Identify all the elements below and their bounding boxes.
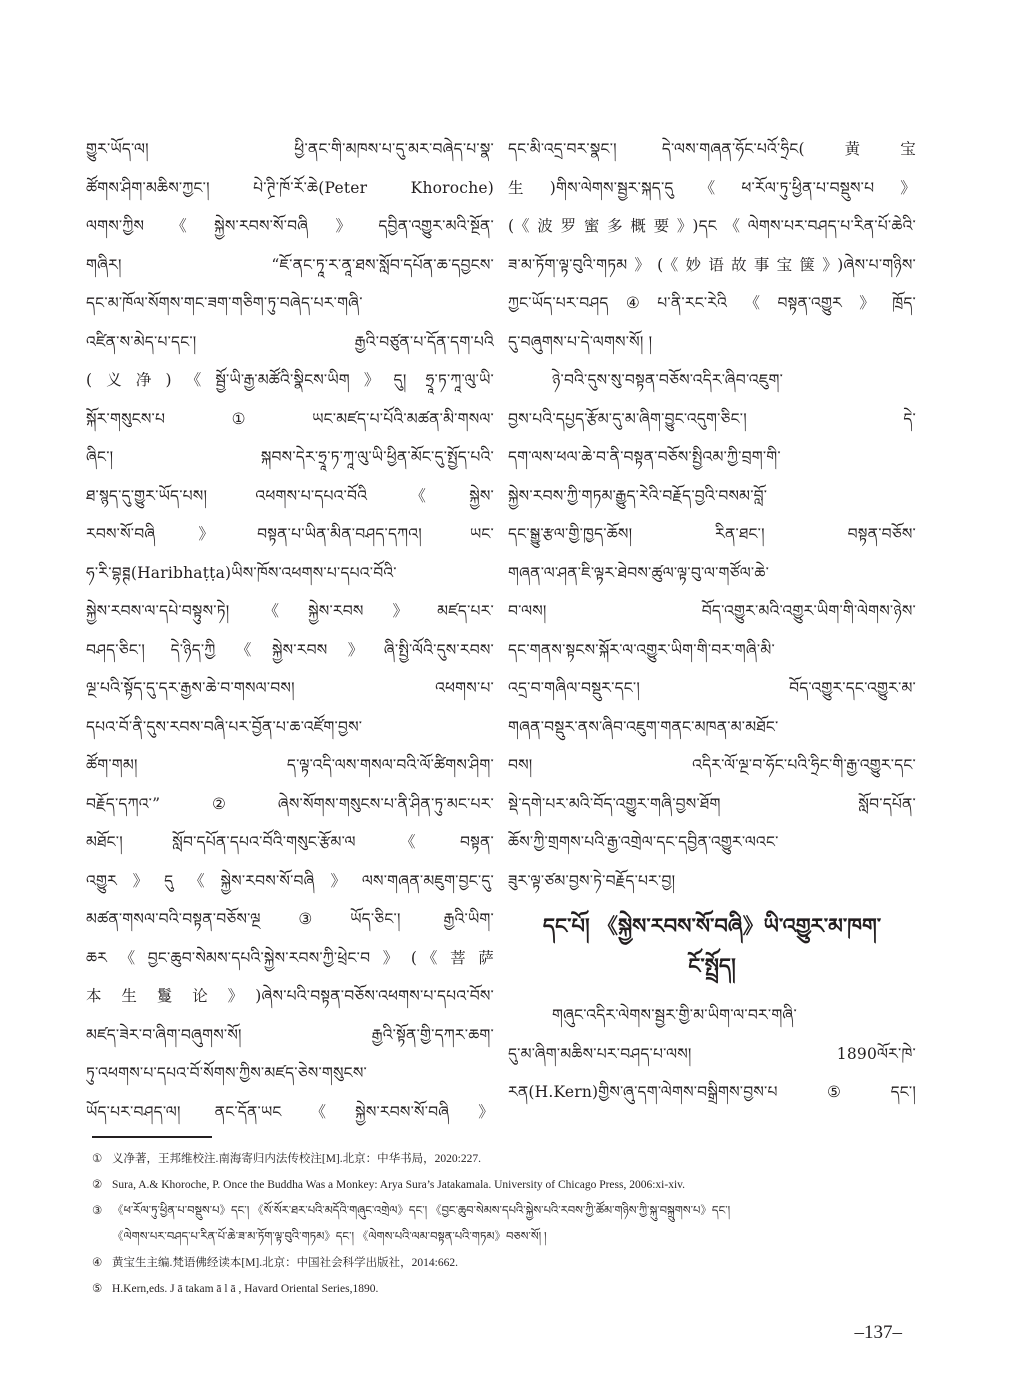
text-line: ཧ་རི་བྷཊྚ(Haribhaṭṭa)ཡིས་ཁོས་འཕགས་པ་དཔའ་བོའི་ [86, 563, 397, 582]
footnote [92, 1146, 912, 1172]
text-line: འགྱུར》དུ《སྐྱེས་རབས་སོ་བཞི》ལས་གཞན་མཇུག་བྱང་དུ་ [86, 871, 494, 890]
text-line: བས། འདིར་ལོ་ལྔ་བ་ཧོང་པའི་ཧྲིང་གི་རྒྱ་འགྱུར་དང་ [508, 756, 916, 774]
text-line: དང་སྒྱུ་རྩལ་གྱི་ཁྱད་ཆོས། རིན་ཐང་། བསྟན་བཅོས་ [508, 525, 916, 543]
footnote [92, 1172, 912, 1198]
footnote-text: 义净著，王邦维校注.南海寄归内法传校注[M].北京：中华书局，2020:227. [112, 1153, 481, 1165]
text-line: ཚོགས་ཤིག་མཆིས་ཀྱང་། པེ་ཊྲི་ཁོ་རོ་ཆེ(Peter Khoroche) [86, 178, 494, 197]
text-line: བ་ལས། བོད་འགྱུར་མའི་འགྱུར་ཡིག་གི་ལེགས་ཉེས་ [508, 602, 916, 620]
footnote [92, 1198, 912, 1224]
text-line: ཚོག་གམ། ད་ལྟ་འདི་ལས་གསལ་བའི་ལོ་ཚིགས་ཤིག་ [86, 756, 494, 774]
text-line: འདྲ་བ་གཞིལ་བསྡུར་དང་། བོད་འགྱུར་དང་འགྱུར་མ་ [508, 679, 916, 697]
footnote [92, 1276, 912, 1302]
text-line: གཞན་ལ་ཤན་ཇི་ལྟར་ཐེབས་ཚུལ་ལྟ་བུ་ལ་གཙོལ་ཆེ་ [508, 563, 770, 582]
text-line: འཛིན་ས་མེད་པ་དང་། རྒྱའི་བཙུན་པ་དོན་དག་པའི [86, 332, 494, 351]
footnote-text: Sura, A.& Khoroche, P. Once the Buddha Was a Monkey: Arya Sura’s Jatakamala. University of Chicago Press, 2006:xi-xiv. [112, 1179, 686, 1191]
text-line: ལགས་ཀྱིས《སྐྱེས་རབས་སོ་བཞི》དབྱིན་འགྱུར་མའི་སྔོན་ [86, 217, 494, 235]
text-line: དག་ལས་ཕལ་ཆེ་བ་ནི་བསྟན་བཅོས་སྤྱིའམ་ཀྱི་བྲག་གི་ [508, 448, 781, 466]
text-line: ལྔ་པའི་སྟོད་དུ་དར་རྒྱས་ཆེ་བ་གསལ་བས། འཕགས་པ་ [86, 679, 494, 697]
text-line: དང་གནས་སྟངས་སྐོར་ལ་འགྱུར་ཡིག་གི་བར་གཞི་མི་ [508, 640, 775, 659]
text-line: (义净)《སྦྱོ་ཡི་རྒྱ་མཚོའི་སྣིངས་ཡིག》དུ། ཧྲཱ་ཏ་ཀཱ་ལུ་ཡི་ [86, 371, 494, 389]
text-line: ཉེ་བའི་དུས་སུ་བསྟན་བཅོས་འདིར་ཞིབ་འཇུག་ [552, 371, 784, 389]
right-column [508, 130, 916, 1112]
text-line: ཞིང་། སྐབས་དེར་ཧྲཱ་ཏ་ཀཱ་ལུ་ཡི་ཕྱིན་མོང་དུ་སྤྱོད་པའི་ [86, 448, 494, 466]
footnote [92, 1250, 912, 1276]
footnote-marker: ① [92, 1153, 103, 1165]
footnote-text: H.Kern,eds. J ā takam ā l ā , Havard Oriental Series,1890. [112, 1283, 379, 1295]
footnote-marker: ⑤ [92, 1283, 103, 1295]
footnote-continued [92, 1224, 912, 1250]
page-number: –137– [854, 1322, 902, 1343]
text-line: གྱུར་ཡོད་ལ། ཕྱི་ནང་གི་མཁས་པ་དུ་མར་བཞེད་པ་སྣ་ [86, 140, 494, 158]
text-line: གཞན་བསྡུར་ནས་ཞིབ་འཇུག་གནང་མཁན་མ་མཐོང་ [508, 717, 779, 736]
footnote-marker: ② [92, 1179, 103, 1191]
text-line: རབས་སོ་བཞི》བསྟན་པ་ཡིན་མིན་བཤད་དཀའ། ཡང་ [86, 525, 494, 543]
footnote-text: 《ལེགས་པར་བཤད་པ་རིན་པོ་ཆེ་ཟ་མ་ཏོག་ལྟ་བུའི་གཏམ》དང་། 《ལེགས་པའི་ལམ་བསྟན་པའི་གཏམ》བཅས་སོ། ། [112, 1231, 547, 1243]
text-line: མཐོང་། སློབ་དཔོན་དཔའ་བོའི་གསུང་རྩོམ་ལ《བསྟན་ [86, 833, 494, 851]
text-line: ཆོས་ཀྱི་གྲགས་པའི་རྒྱ་འགྲེལ་དང་དབྱིན་འགྱུར་ལའང་ [508, 833, 779, 851]
footnote-divider [92, 1136, 212, 1138]
text-line: ཟུར་ལྟ་ཙམ་བྱས་ཏེ་བརྗོད་པར་བྱ། [508, 871, 676, 890]
text-line: དང་མི་འདྲ་བར་སྣང་། དེ་ལས་གཞན་ཧོང་པའོ་ཧྲིང(黄宝 [508, 140, 916, 158]
text-line: བརྗོད་དཀའ་”②ཞེས་སོགས་གསུངས་པ་ནི་ཤིན་ཏུ་མང་པར་ [86, 794, 494, 813]
text-line: སྡེ་དགེ་པར་མའི་བོད་འགྱུར་གཞི་བྱས་ཐོག སློབ་དཔོན་ [508, 794, 916, 813]
text-line: དང་མ་ཁོལ་སོགས་གང་ཟག་གཅིག་ཏུ་བཞེད་པར་གཞི་ [86, 294, 363, 312]
text-line: མཚན་གསལ་བའི་བསྟན་བཅོས་ལྔ③ཡོད་ཅིང་། རྒྱའི་ཡིག་ [86, 910, 494, 928]
text-line: (《波罗蜜多概要》)དང《ལེགས་པར་བཤད་པ་རིན་པོ་ཆེའི་ [508, 217, 916, 235]
footnote-marker: ④ [92, 1257, 103, 1269]
text-line: བཤད་ཅིང་། དེ་ཉིད་ཀྱི《སྐྱེས་རབས》ཞི་སྤྱི་ལོའི་དུས་རབས་ [86, 640, 494, 659]
text-line: 本生鬘论》)ཞེས་པའི་བསྟན་བཅོས་འཕགས་པ་དཔའ་བོས་ [86, 987, 494, 1005]
footnote-marker: ③ [92, 1205, 103, 1217]
text-line: བྱས་པའི་དཔྱད་རྩོམ་དུ་མ་ཞིག་བྱུང་འདུག་ཅིང་། དེ་ [508, 409, 916, 428]
text-line: ཏུ་འཕགས་པ་དཔའ་བོ་སོགས་ཀྱིས་མཛད་ཅེས་གསུངས་ [86, 1064, 367, 1082]
left-column [86, 130, 494, 1131]
text-line: སྐྱེས་རབས་ཀྱི་གཏམ་རྒྱུད་རེའི་བརྗོད་བྱའི་བསམ་བློ་ [508, 486, 768, 505]
text-line: རན(H.Kern)གྱིས་ཞུ་དག་ལེགས་བསྒྲིགས་བྱས་པ⑤དང་། [508, 1083, 916, 1101]
section-heading: དང་པོ། 《སྐྱེས་རབས་སོ་བཞི》ཡི་འགྱུར་མ་ཁག་ [542, 913, 882, 938]
footnotes [92, 1146, 912, 1302]
text-line: གཞུང་འདིར་ལེགས་སྦྱར་གྱི་མ་ཡིག་ལ་བར་གཞི་ [552, 1006, 797, 1024]
text-line: མཛད་ཟེར་བ་ཞིག་བཞུགས་སོ། རྒྱའི་སྟོན་གྱི་དཀར་ཆག་ [86, 1025, 494, 1044]
text-line: ཐ་སྙད་དུ་གྱུར་ཡོད་པས། འཕགས་པ་དཔའ་བོའི《སྐྱེས་ [86, 486, 494, 505]
text-line: སྐྱེས་རབས་ལ་དཔེ་བསྟུས་ཏེ། 《སྐྱེས་རབས》མཛད་པར་ [86, 602, 494, 620]
spacer [508, 986, 916, 996]
footnote-text: 《ཕ་རོལ་ཏུ་ཕྱིན་པ་བསྡུས་པ》དང་། 《སོ་སོར་ཐར་པའི་མདོའི་གཞུང་འགྲེལ》དང་། 《བྱང་ཆུབ་སེམས་དཔའི་སྐྱེས་པའི་རབས་ཀྱི་ཚོམ་གཉིས་ཀྱི་སྐུ་བསྐྲུགས་པ》དང་། [112, 1205, 731, 1217]
footnote-text: 黄宝生主编.梵语佛经读本[M].北京：中国社会科学出版社，2014:662. [112, 1257, 458, 1269]
text-line: ཀྱང་ཡོད་པར་བཤད④པ་ནི་རང་རེའི《བསྟན་འགྱུར》ཁྲོད་ [508, 294, 916, 312]
text-line: སྐོར་གསུངས་པ①ཡང་མཛད་པ་པོའི་མཚན་མི་གསལ་ [86, 409, 494, 428]
text-line: གཞིར། “ཇོ་ནང་ཏཱ་ར་ནཱ་ཐས་སློབ་དཔོན་ཆ་དབྱངས་ [86, 255, 494, 274]
text-line: ཟ་མ་ཏོག་ལྟ་བུའི་གཏམ》(《妙语故事宝箧》)ཞེས་པ་གཉིས་ [508, 255, 916, 274]
text-line: 生)གིས་ལེགས་སྦྱར་སྐད་དུ《ཕ་རོལ་ཏུ་ཕྱིན་པ་བསྡུས་པ》 [508, 178, 916, 197]
text-line: ཆར《བྱང་ཆུབ་སེམས་དཔའི་སྐྱེས་རབས་ཀྱི་ཕྲེང་བ》(《菩萨 [86, 948, 494, 967]
text-line: དཔའ་བོ་ནི་དུས་རབས་བཞི་པར་བྱོན་པ་ཆ་འཛོག་བྱས་ [86, 717, 363, 736]
section-heading-continued: ངོ་སྤྲོད། [688, 953, 736, 978]
text-line: དུ་མ་ཞིག་མཆིས་པར་བཤད་པ་ལས། 1890ལོར་ཁེ་ [508, 1044, 916, 1063]
text-line: དུ་བཞུགས་པ་དེ་ལགས་སོ། ། [508, 332, 653, 351]
text-line: ཡོད་པར་བཤད་ལ། ནང་དོན་ཡང《སྐྱེས་རབས་སོ་བཞི》 [86, 1102, 494, 1121]
